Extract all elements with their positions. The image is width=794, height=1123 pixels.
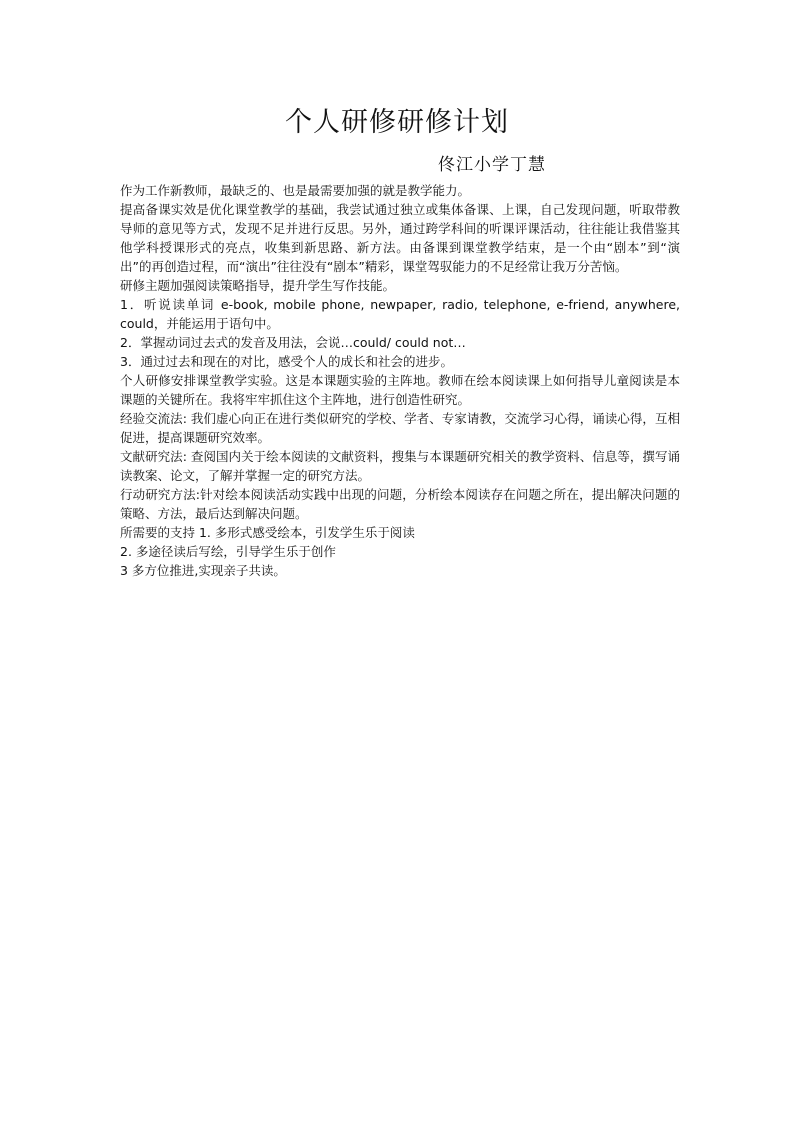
document-body: [120, 181, 680, 580]
paragraph: 所需要的支持 1. 多形式感受绘本，引发学生乐于阅读: [120, 525, 415, 540]
document-author: 佟江小学丁慧: [438, 155, 546, 175]
paragraph: 作为工作新教师，最缺乏的、也是最需要加强的就是教学能力。: [120, 183, 471, 198]
paragraph: 行动研究方法:针对绘本阅读活动实践中出现的问题，分析绘本阅读存在问题之所在，提出解决问题的策略、方法，最后达到解决问题。: [120, 487, 680, 521]
paragraph: 文献研究法: 查阅国内关于绘本阅读的文献资料，搜集与本课题研究相关的教学资料、信息等，撰写诵读教案、论文，了解并掌握一定的研究方法。: [120, 449, 680, 483]
paragraph: 3 多方位推进,实现亲子共读。: [120, 563, 286, 578]
paragraph: 提高备课实效是优化课堂教学的基础，我尝试通过独立或集体备课、上课，自己发现问题，听取带教导师的意见等方式，发现不足并进行反思。另外，通过跨学科间的听课评课活动，往往能让我借鉴其他学科授课形式的亮点，收集到新思路、新方法。由备课到课堂教学结束，是一个由“剧本”到“演出”的再创造过程，而“演出”往往没有“剧本”精彩，课堂驾驭能力的不足经常让我万分苦恼。: [120, 202, 680, 274]
paragraph: 经验交流法: 我们虚心向正在进行类似研究的学校、学者、专家请教，交流学习心得，诵读心得，互相促进，提高课题研究效率。: [120, 411, 680, 445]
paragraph: 2．掌握动词过去式的发音及用法，会说…could/ could not…: [120, 335, 466, 350]
document-title: 个人研修研修计划: [285, 107, 509, 138]
paragraph: 3．通过过去和现在的对比，感受个人的成长和社会的进步。: [120, 354, 453, 369]
paragraph: 个人研修安排课堂教学实验。这是本课题实验的主阵地。教师在绘本阅读课上如何指导儿童阅读是本课题的关键所在。我将牢牢抓住这个主阵地，进行创造性研究。: [120, 373, 680, 407]
paragraph: 2. 多途径读后写绘，引导学生乐于创作: [120, 544, 336, 559]
paragraph: 1．听说读单词 e-book, mobile phone, newpaper, radio, telephone, e-friend, anywhere, could，并能运用于语句中。: [120, 297, 680, 331]
paragraph: 研修主题加强阅读策略指导，提升学生写作技能。: [120, 278, 396, 293]
